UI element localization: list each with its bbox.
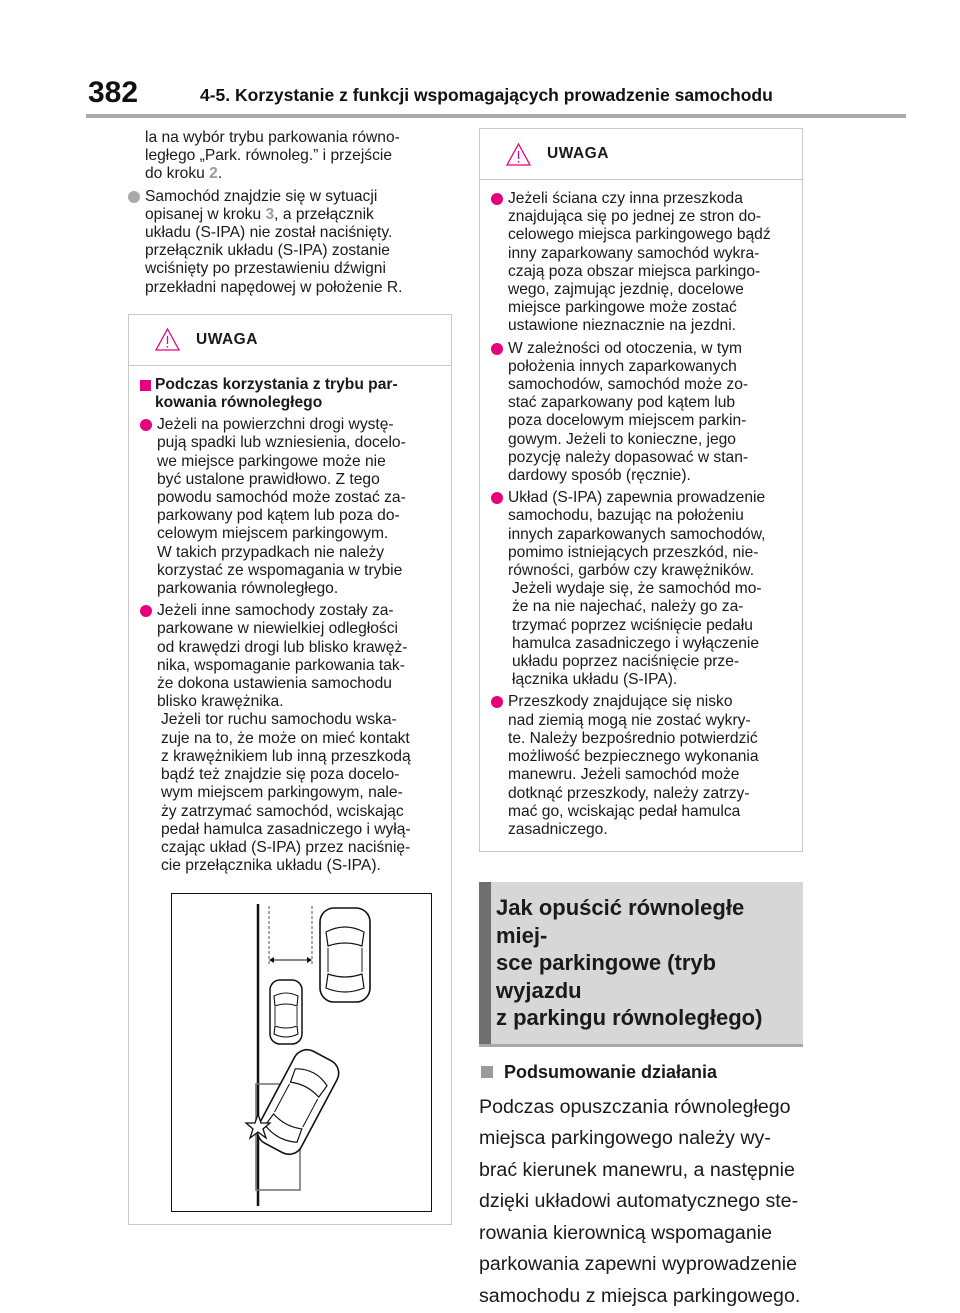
- text-line: pozycję należy dopasować w stan-: [508, 448, 749, 466]
- text-line: samochodu, bazując na położeniu: [508, 507, 744, 525]
- text-line: wego, zajmując jezdnię, docelowe: [508, 281, 744, 299]
- text-line: Jeżeli tor ruchu samochodu wska-: [161, 711, 397, 729]
- text-line: zuje na to, że może on mieć kontakt: [161, 729, 410, 747]
- parking-car-icon: [270, 980, 302, 1044]
- text-line: pują spadki lub wzniesienia, docelo-: [157, 434, 406, 452]
- text-line: dotknąć przeszkody, należy zatrzy-: [508, 784, 750, 802]
- text-line: przełącznik układu (S-IPA) zostanie: [145, 242, 390, 260]
- text-line: układu (S-IPA) nie został naciśnięty.: [145, 224, 393, 242]
- warning-subhead: [140, 376, 443, 412]
- warning-header: [480, 129, 802, 180]
- warning-body: [480, 180, 802, 851]
- text-line: powodu samochód może zostać za-: [157, 489, 406, 507]
- text-line: celowym miejscem parkingowym.: [157, 525, 389, 543]
- text-line: pomimo istniejących przeszkód, nie-: [508, 543, 759, 561]
- section-heading: [479, 882, 803, 1044]
- text-line: czają poza obszar miejsca parkingo-: [508, 262, 761, 280]
- heading-line: Jak opuścić równoległe miej-: [496, 895, 745, 948]
- warning-label: UWAGA: [547, 145, 609, 162]
- text-line: nika, wspomaganie parkowania tak-: [157, 656, 405, 674]
- text-line: gowym. Jeżeli to konieczne, jego: [508, 430, 736, 448]
- text-line: we miejsce parkingowe może nie: [157, 452, 386, 470]
- text-fragment: do kroku: [145, 165, 210, 183]
- text-line: układu poprzez naciśnięcie prze-: [512, 653, 740, 671]
- text-line: parkowania zapewni wyprowadzenie: [479, 1253, 798, 1276]
- text-line: kowania równoległego: [155, 394, 323, 412]
- list-item: [140, 602, 443, 875]
- text-line: nad ziemią mogą nie zostać wykry-: [508, 711, 751, 729]
- text-line: Podczas korzystania z trybu par-: [155, 375, 398, 393]
- text-line: Przeszkody znajdujące się nisko: [508, 693, 733, 711]
- text-line: dzięki układowi automatycznego ste-: [479, 1190, 799, 1213]
- bullet-dot-icon: [491, 193, 503, 205]
- summary-paragraph: [479, 1092, 803, 1313]
- text-line: rowania kierownicą wspomaganie: [479, 1221, 772, 1244]
- text-line: znajdująca się po jednej ze stron do-: [508, 208, 762, 226]
- text-line: równości, garbów czy krawężników.: [508, 562, 755, 580]
- warning-header: [129, 315, 451, 366]
- left-column: [128, 128, 452, 1225]
- text-line: wym miejscem parkingowym, nale-: [161, 784, 403, 802]
- text-line: poza docelowym miejscem parkin-: [508, 412, 747, 430]
- text-line: że dokona ustawienia samochodu: [157, 675, 392, 693]
- text-line: brać kierunek manewru, a następnie: [479, 1158, 795, 1181]
- page-header: [0, 0, 960, 118]
- step-ref: 2: [209, 165, 218, 183]
- text-line: ustawione nieznacznie na jezdni.: [508, 317, 736, 335]
- text-line: parkowany pod kątem lub poza do-: [157, 507, 400, 525]
- warning-box: [128, 314, 452, 1225]
- text-line: zasadniczego.: [508, 820, 608, 838]
- text-line: korzystać ze wspomagania w trybie: [157, 561, 403, 579]
- text-line: inny zaparkowany samochód wykra-: [508, 244, 760, 262]
- text-line: ży zatrzymać samochód, wciskając: [161, 802, 404, 820]
- warning-triangle-icon: [155, 328, 180, 351]
- intro-paragraph: [128, 129, 452, 184]
- heading-line: sce parkingowe (tryb wyjazdu: [496, 950, 717, 1003]
- text-fragment: , a przełącznik: [274, 205, 374, 223]
- text-line: cie przełącznika układu (S-IPA).: [161, 857, 381, 875]
- text-line: Samochód znajdzie się w sytuacji: [145, 187, 378, 205]
- square-bullet-icon: [140, 380, 151, 391]
- warning-label: UWAGA: [196, 330, 258, 348]
- text-line: parkowane w niewielkiej odległości: [157, 620, 398, 638]
- continuation: [157, 711, 443, 875]
- text-line: położenia innych zaparkowanych: [508, 357, 737, 375]
- text-line: W zależności od otoczenia, w tym: [508, 339, 742, 357]
- text-line: ległego „Park. równoleg.” i przejście: [145, 147, 393, 165]
- text-line: stać zaparkowany pod kątem lub: [508, 394, 736, 412]
- list-item: [491, 693, 794, 839]
- text-line: Jeżeli na powierzchni drogi wystę-: [157, 416, 394, 434]
- page-number: 382: [88, 76, 139, 109]
- bullet-dot-icon: [491, 696, 503, 708]
- text-line: samochodu z miejsca parkingowego.: [479, 1284, 801, 1307]
- text-line: być ustalone prawidłowo. Z tego: [157, 470, 380, 488]
- text-line: wciśnięty po przestawieniu dźwigni: [145, 260, 386, 278]
- text-line: hamulca zasadniczego i wyłączenie: [512, 634, 760, 652]
- text-line: Jeżeli wydaje się, że samochód mo-: [512, 580, 762, 598]
- list-item: [140, 416, 443, 598]
- heading-rule: [479, 1044, 803, 1047]
- text-line: mać go, wciskając pedał hamulca: [508, 802, 741, 820]
- text-line: W takich przypadkach nie należy: [157, 543, 385, 561]
- bullet-dot-icon: [140, 605, 152, 617]
- text-line: parkowania równoległego.: [157, 580, 339, 598]
- square-bullet-icon: [481, 1066, 493, 1078]
- text-line: miejsca parkingowego należy wy-: [479, 1127, 771, 1150]
- text-line: te. Należy bezpośrednio potwierdzić: [508, 729, 758, 747]
- parking-illustration: [172, 894, 430, 1210]
- text-line: [145, 165, 452, 183]
- parking-diagram: [171, 893, 432, 1212]
- list-item: [491, 340, 794, 486]
- text-line: od krawędzi drogi lub blisko krawęż-: [157, 638, 408, 656]
- text-line: możliwość bezpiecznego wykonania: [508, 748, 759, 766]
- text-line: łącznika układu (S-IPA).: [512, 671, 678, 689]
- list-item: [491, 190, 794, 336]
- text-line: dardowy sposób (ręcznie).: [508, 467, 691, 485]
- maneuvering-car-icon: [252, 1045, 343, 1159]
- parked-car-front-icon: [320, 908, 370, 1002]
- text-line: Jeżeli inne samochody zostały za-: [157, 602, 394, 620]
- heading-line: z parkingu równoległego): [496, 1005, 763, 1031]
- text-line: [145, 206, 452, 224]
- text-line: bądź też znajdzie się poza docelo-: [161, 766, 400, 784]
- step-ref: 3: [265, 205, 275, 223]
- text-line: Podczas opuszczania równoległego: [479, 1095, 791, 1118]
- text-line: la na wybór trybu parkowania równo-: [145, 129, 400, 146]
- text-line: trzymać poprzez wciśnięcie pedału: [512, 616, 753, 634]
- warning-body: [129, 366, 451, 1224]
- text-line: że na nie najechać, należy go za-: [512, 598, 744, 616]
- text-line: Układ (S-IPA) zapewnia prowadzenie: [508, 489, 766, 507]
- text-line: samochodów, samochód może zo-: [508, 376, 749, 394]
- text-fragment: opisanej w kroku: [145, 205, 266, 223]
- text-line: przekładni napędowej w położenie R.: [145, 278, 403, 296]
- summary-heading: [479, 1061, 803, 1083]
- bullet-dot-icon: [491, 492, 503, 504]
- section-title: 4-5. Korzystanie z funkcji wspomagających prowadzenie samochodu: [200, 85, 773, 105]
- text-fragment: .: [217, 165, 223, 183]
- warning-box: [479, 128, 803, 852]
- text-line: pedał hamulca zasadniczego i wyłą-: [161, 820, 411, 838]
- right-column: [479, 128, 803, 1312]
- warning-triangle-icon: [506, 143, 531, 166]
- bullet-dot-icon: [140, 419, 152, 431]
- bullet-dot-icon: [128, 191, 140, 203]
- continuation: [508, 580, 794, 689]
- text-line: celowego miejsca parkingowego bądź: [508, 226, 771, 244]
- text-line: blisko krawężnika.: [157, 693, 284, 711]
- list-item: [491, 489, 794, 689]
- text-line: Jeżeli ściana czy inna przeszkoda: [508, 190, 743, 207]
- text-line: czając układ (S-IPA) przez naciśnię-: [161, 838, 411, 856]
- text-line: z krawężnikiem lub inną przeszkodą: [161, 747, 411, 765]
- bullet-dot-icon: [491, 343, 503, 355]
- text-line: innych zaparkowanych samochodów,: [508, 525, 766, 543]
- list-item: [128, 188, 452, 297]
- header-rule: [86, 114, 906, 118]
- text-line: miejsce parkingowe może zostać: [508, 299, 737, 317]
- text-line: manewru. Jeżeli samochód może: [508, 766, 740, 784]
- summary-heading-text: Podsumowanie działania: [504, 1061, 718, 1082]
